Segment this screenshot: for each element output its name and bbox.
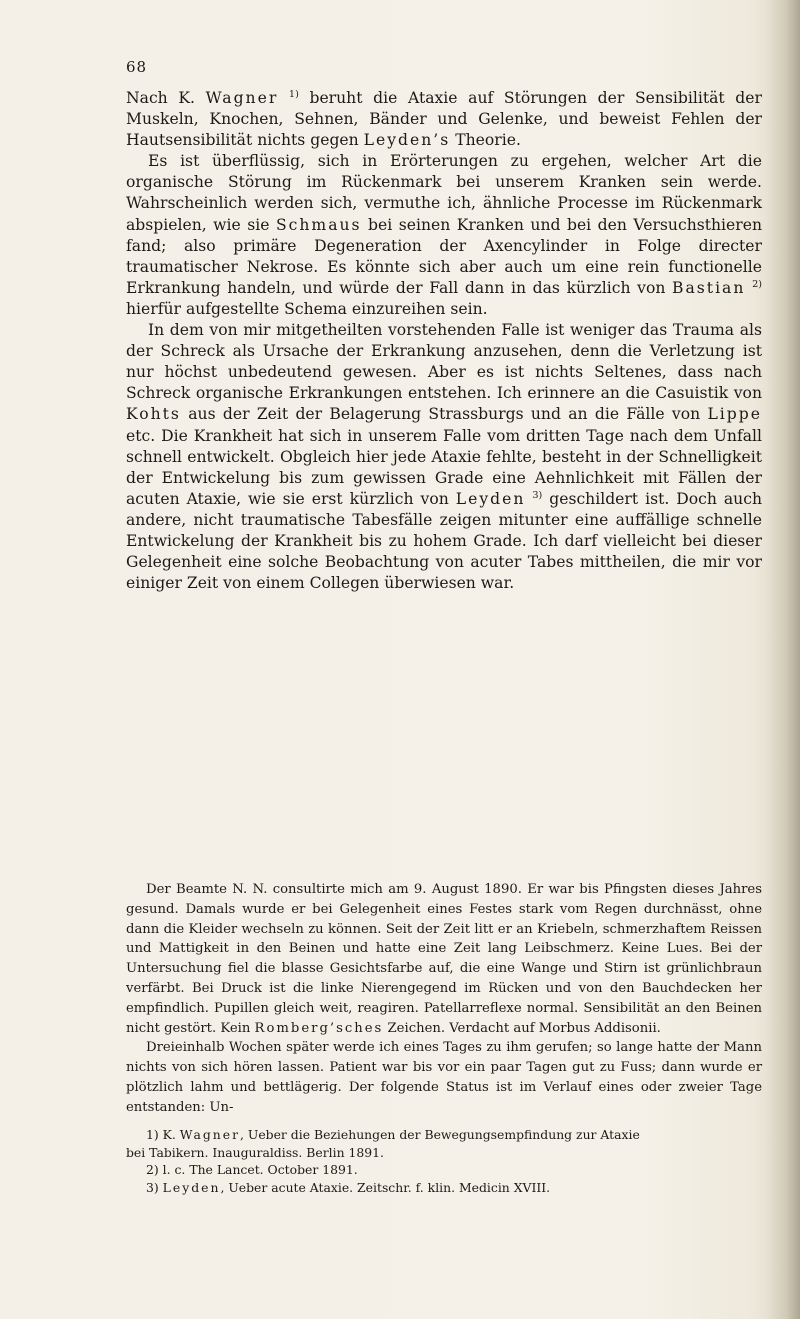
- spaced-name: Romberg’sches: [254, 1020, 384, 1036]
- paragraph: [126, 151, 762, 320]
- spaced-name: Leyden’s: [363, 131, 451, 150]
- text-segment: [278, 89, 289, 107]
- paragraph: [126, 88, 762, 151]
- text-segment: geschildert ist. Doch auch andere, nicht traumatische Tabesfälle zeigen mitunter eine auffällige schnelle Entwickelung der Krankheit bis zu hohem Grade. Ich darf vielleicht bei dieser Gelegenheit eine solche Beobachtung von acuter Tabes mittheilen, die mir vor einiger Zeit von einem Collegen überwiesen war.: [126, 489, 763, 593]
- page-edge-shadow: [766, 0, 800, 1319]
- case-paragraph: [126, 880, 762, 1038]
- footnote: [126, 1126, 762, 1144]
- spaced-name: Schmaus: [275, 215, 362, 234]
- case-paragraph: [126, 1038, 762, 1117]
- text-segment: Dreieinhalb Wochen später werde ich eines Tages zu ihm gerufen; so lange hatte der Mann nichts von sich hören lassen. Patient war bis vor ein paar Tagen gut zu Fuss; dann wurde er plötzlich lahm und bettlägerig. Der folgende Status ist im Verlauf eines oder zweier Tage entstanden: Un-: [126, 1040, 762, 1115]
- footnote-marker: 3): [532, 489, 543, 501]
- text-segment: bei Tabikern. Inauguraldiss. Berlin 1891.: [126, 1144, 384, 1160]
- spaced-name: Wagner: [179, 1127, 241, 1142]
- spaced-name: Lippe: [707, 405, 762, 424]
- text-segment: 2) l. c. The Lancet. October 1891.: [146, 1162, 358, 1178]
- text-segment: 1) K.: [146, 1127, 180, 1142]
- footnote-marker: 1): [288, 88, 299, 100]
- text-segment: Der Beamte N. N. consultirte mich am 9. August 1890. Er war bis Pfingsten dieses Jahres gesund. Damals wurde er bei Gelegenheit eines Festes stark vom Regen durchnässt, ohne dann die Kleider wechseln zu können. Seit der Zeit litt er an Kriebeln, schmerzhaftem Reissen und Mattigkeit in den Beinen und hatte eine Zeit lang Leibschmerz. Keine Lues. Bei der Untersuchung fiel die blasse Gesichtsfarbe auf, die eine Wange und Stirn ist grünlichbraun verfärbt. Bei Druck ist die linke Nierengegend im Rücken und von den Bauchdecken her empfindlich. Pupillen gleich weit, reagiren. Patellarreflexe normal. Sensibilität an den Beinen nicht gestört. Kein: [126, 882, 762, 1036]
- footnote: [126, 1179, 762, 1197]
- text-segment: Zeichen. Verdacht auf Morbus Addisonii.: [383, 1020, 661, 1036]
- footnotes: [126, 1126, 762, 1196]
- text-segment: bei seinen Kranken und bei den Versuchsthieren fand; also primäre Degeneration der Axencylinder in Folge directer traumatischer Nekrose. Es könnte sich aber auch um eine rein functionelle Erkrankung handeln, und würde der Fall dann in das kürzlich von: [126, 215, 762, 297]
- footnote-marker: 2): [752, 278, 762, 290]
- spaced-name: Wagner: [205, 89, 279, 107]
- text-segment: 3): [146, 1179, 163, 1195]
- text-segment: Es ist überflüssig, sich in Erörterungen zu ergehen, welcher Art die organische Störung im Rückenmark bei unserem Kranken sein werde. Wahrscheinlich werden sich, vermuthe ich, ähnliche Processe im Rückenmark abspielen, wie sie: [126, 152, 762, 234]
- text-segment: , Ueber die Beziehungen der Bewegungsempfindung zur Ataxie: [240, 1127, 640, 1142]
- text-segment: beruht die Ataxie auf Störungen der Sensibilität der Muskeln, Knochen, Sehnen, Bänder und Gelenke, und beweist Fehlen der Hautsensibilität nichts gegen: [126, 89, 762, 150]
- spaced-name: Kohts: [126, 405, 181, 424]
- spaced-name: Leyden: [455, 489, 526, 508]
- text-segment: Nach K.: [126, 89, 206, 107]
- main-body-text: [126, 88, 762, 594]
- footnote: [126, 1144, 762, 1162]
- page-number: 68: [126, 58, 148, 76]
- text-segment: In dem von mir mitgetheilten vorstehenden Falle ist weniger das Trauma als der Schreck als Ursache der Erkrankung anzusehen, denn die Verletzung ist nur höchst unbedeutend gewesen. Aber es ist nichts Seltenes, dass nach Schreck organische Erkrankungen entstehen. Ich erinnere an die Casuistik von: [126, 321, 762, 403]
- footnote: [126, 1161, 762, 1179]
- text-segment: aus der Zeit der Belagerung Strassburgs und an die Fälle von: [180, 405, 708, 424]
- text-segment: hierfür aufgestellte Schema einzureihen sein.: [126, 299, 488, 318]
- spaced-name: Leyden: [162, 1179, 221, 1195]
- text-segment: etc. Die Krankheit hat sich in unserem Falle vom dritten Tage nach dem Unfall schnell entwickelt. Obgleich hier jede Ataxie fehlte, besteht in der Schnelligkeit der Entwickelung bis zum gewissen Grade eine Aehnlichkeit mit Fällen der acuten Ataxie, wie sie erst kürzlich von: [126, 426, 762, 508]
- case-report-text: [126, 880, 762, 1118]
- spaced-name: Bastian: [672, 278, 746, 297]
- text-segment: , Ueber acute Ataxie. Zeitschr. f. klin. Medicin XVIII.: [220, 1179, 551, 1195]
- text-segment: Theorie.: [450, 131, 521, 150]
- paragraph: [126, 320, 762, 594]
